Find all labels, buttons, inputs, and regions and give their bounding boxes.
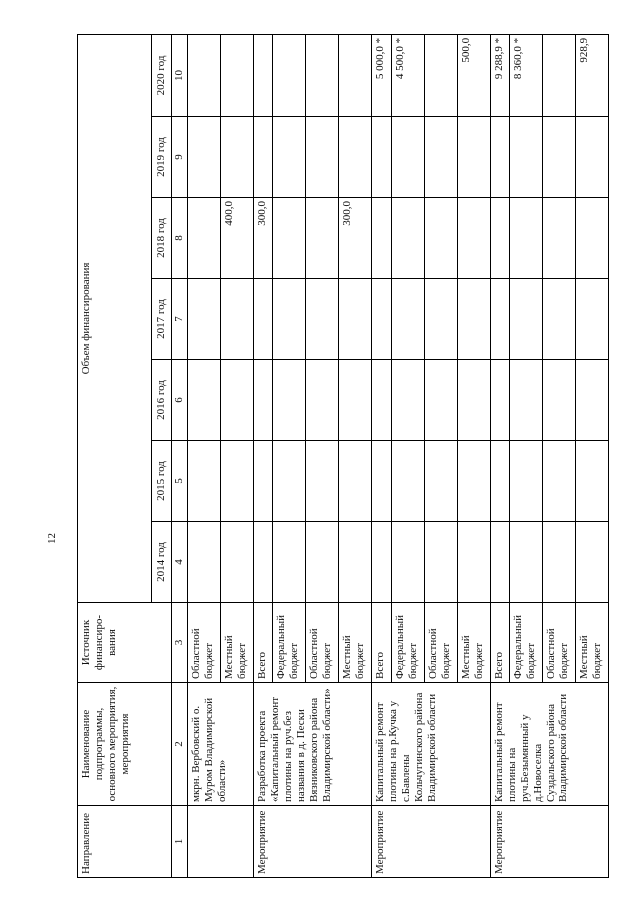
funding-source-cell: Местный бюджет: [221, 603, 254, 683]
funding-value-cell: [188, 117, 221, 198]
funding-value-cell: [457, 360, 490, 441]
column-number: 5: [172, 441, 188, 522]
funding-value-cell: [273, 34, 306, 116]
column-number-row: [172, 34, 188, 877]
funding-value-cell: 500,0: [457, 34, 490, 116]
funding-value-cell: [509, 360, 542, 441]
funding-value-cell: [188, 34, 221, 116]
funding-source-cell: Областной бюджет: [542, 603, 575, 683]
funding-value-cell: [509, 117, 542, 198]
header-name: Наименование подпрограммы, основного мероприятия, мероприятия: [78, 683, 172, 806]
column-number: 10: [172, 34, 188, 116]
column-number: 2: [172, 683, 188, 806]
direction-cell: Мероприятие: [372, 806, 490, 878]
funding-value-cell: [221, 360, 254, 441]
funding-value-cell: [490, 279, 509, 360]
table-row: [490, 34, 509, 877]
column-number: 3: [172, 603, 188, 683]
funding-value-cell: [575, 117, 608, 198]
funding-value-cell: [424, 34, 457, 116]
funding-value-cell: [509, 279, 542, 360]
column-number: 9: [172, 117, 188, 198]
funding-value-cell: [391, 198, 424, 279]
funding-value-cell: [372, 279, 391, 360]
funding-value-cell: 928,9: [575, 34, 608, 116]
funding-value-cell: [391, 360, 424, 441]
funding-value-cell: [391, 522, 424, 603]
activity-name-cell: Разработка проекта «Капитальный ремонт плотины на руч.без названия в д. Пески Вязниковского района Владимирской области»: [254, 683, 372, 806]
funding-value-cell: 9 288,9 *: [490, 34, 509, 116]
funding-value-cell: [490, 522, 509, 603]
funding-value-cell: [273, 117, 306, 198]
column-number: 7: [172, 279, 188, 360]
funding-value-cell: [542, 198, 575, 279]
funding-value-cell: [509, 198, 542, 279]
funding-value-cell: [188, 522, 221, 603]
direction-cell: Мероприятие: [490, 806, 608, 878]
table-row: [372, 34, 391, 877]
funding-value-cell: [509, 522, 542, 603]
funding-value-cell: [188, 279, 221, 360]
funding-value-cell: [424, 279, 457, 360]
funding-value-cell: [254, 117, 273, 198]
direction-cell: [188, 806, 254, 878]
funding-value-cell: [490, 198, 509, 279]
funding-value-cell: [339, 117, 372, 198]
funding-value-cell: [221, 522, 254, 603]
funding-source-cell: Областной бюджет: [306, 603, 339, 683]
rotated-sheet: [77, 35, 609, 878]
funding-source-cell: Областной бюджет: [188, 603, 221, 683]
funding-value-cell: [575, 279, 608, 360]
funding-value-cell: [273, 198, 306, 279]
column-number: 1: [172, 806, 188, 878]
funding-value-cell: 400,0: [221, 198, 254, 279]
activity-name-cell: Капитальный ремонт плотины на руч.Безымянный у д.Новоселка Суздальского района Владимирской области: [490, 683, 608, 806]
funding-value-cell: [542, 34, 575, 116]
funding-value-cell: [424, 360, 457, 441]
funding-source-cell: Федеральный бюджет: [509, 603, 542, 683]
funding-value-cell: [306, 279, 339, 360]
funding-value-cell: [273, 441, 306, 522]
year-header: 2018 год: [152, 198, 172, 279]
funding-value-cell: [306, 34, 339, 116]
funding-value-cell: [542, 522, 575, 603]
funding-source-cell: Областной бюджет: [424, 603, 457, 683]
year-header: 2015 год: [152, 441, 172, 522]
funding-value-cell: [188, 360, 221, 441]
funding-value-cell: [457, 279, 490, 360]
funding-value-cell: [188, 198, 221, 279]
column-number: 8: [172, 198, 188, 279]
funding-value-cell: [575, 522, 608, 603]
funding-value-cell: [424, 117, 457, 198]
header-funding: Объем финансирования: [78, 34, 152, 602]
funding-value-cell: [339, 34, 372, 116]
year-header: 2017 год: [152, 279, 172, 360]
funding-value-cell: [457, 117, 490, 198]
year-header: 2014 год: [152, 522, 172, 603]
funding-source-cell: Местный бюджет: [339, 603, 372, 683]
direction-cell: Мероприятие: [254, 806, 372, 878]
funding-value-cell: [575, 198, 608, 279]
funding-value-cell: [490, 360, 509, 441]
funding-value-cell: [490, 117, 509, 198]
funding-value-cell: [221, 34, 254, 116]
funding-value-cell: [221, 279, 254, 360]
funding-value-cell: [254, 279, 273, 360]
year-header: 2020 год: [152, 34, 172, 116]
funding-source-cell: Федеральный бюджет: [391, 603, 424, 683]
funding-value-cell: [457, 198, 490, 279]
funding-value-cell: [424, 441, 457, 522]
funding-value-cell: [306, 117, 339, 198]
funding-value-cell: [372, 117, 391, 198]
table-row: [188, 34, 221, 877]
table-row: [254, 34, 273, 877]
funding-value-cell: [273, 360, 306, 441]
funding-value-cell: 8 360,0 *: [509, 34, 542, 116]
funding-value-cell: [457, 522, 490, 603]
column-number: 4: [172, 522, 188, 603]
funding-table: [77, 34, 609, 878]
funding-value-cell: [575, 360, 608, 441]
funding-value-cell: [254, 34, 273, 116]
funding-value-cell: [273, 279, 306, 360]
funding-value-cell: [391, 117, 424, 198]
funding-source-cell: Всего: [372, 603, 391, 683]
funding-value-cell: [372, 441, 391, 522]
funding-value-cell: [372, 360, 391, 441]
funding-source-cell: Всего: [254, 603, 273, 683]
column-number: 6: [172, 360, 188, 441]
funding-value-cell: [306, 360, 339, 441]
year-header: 2016 год: [152, 360, 172, 441]
funding-value-cell: [372, 198, 391, 279]
funding-value-cell: [542, 441, 575, 522]
funding-value-cell: 300,0: [339, 198, 372, 279]
funding-value-cell: [575, 441, 608, 522]
funding-value-cell: [221, 441, 254, 522]
activity-name-cell: мкрн. Вербовский о. Муром Владимирской области»: [188, 683, 254, 806]
funding-value-cell: [221, 117, 254, 198]
funding-value-cell: [542, 360, 575, 441]
funding-value-cell: [457, 441, 490, 522]
page-number: 12: [46, 533, 58, 544]
funding-value-cell: [339, 441, 372, 522]
funding-value-cell: 5 000,0 *: [372, 34, 391, 116]
funding-value-cell: [542, 117, 575, 198]
header-direction: Направление: [78, 806, 172, 878]
funding-value-cell: [339, 522, 372, 603]
funding-value-cell: [254, 522, 273, 603]
funding-value-cell: [490, 441, 509, 522]
funding-value-cell: [339, 279, 372, 360]
funding-value-cell: [273, 522, 306, 603]
funding-value-cell: 4 500,0 *: [391, 34, 424, 116]
funding-value-cell: [424, 198, 457, 279]
header-source: Источник финансиро-вания: [78, 603, 172, 683]
activity-name-cell: Капитальный ремонт плотины на р.Кучка у с.Бавлены Кольчугинского района Владимирской области: [372, 683, 490, 806]
table-body: [188, 34, 609, 877]
funding-value-cell: [254, 441, 273, 522]
funding-source-cell: Федеральный бюджет: [273, 603, 306, 683]
funding-value-cell: [391, 441, 424, 522]
funding-value-cell: [254, 360, 273, 441]
funding-value-cell: [306, 198, 339, 279]
funding-value-cell: 300,0: [254, 198, 273, 279]
funding-value-cell: [339, 360, 372, 441]
funding-value-cell: [542, 279, 575, 360]
funding-value-cell: [306, 522, 339, 603]
funding-source-cell: Всего: [490, 603, 509, 683]
funding-value-cell: [424, 522, 457, 603]
funding-value-cell: [509, 441, 542, 522]
funding-value-cell: [391, 279, 424, 360]
year-header: 2019 год: [152, 117, 172, 198]
funding-source-cell: Местный бюджет: [575, 603, 608, 683]
funding-value-cell: [306, 441, 339, 522]
funding-value-cell: [188, 441, 221, 522]
funding-value-cell: [372, 522, 391, 603]
funding-source-cell: Местный бюджет: [457, 603, 490, 683]
